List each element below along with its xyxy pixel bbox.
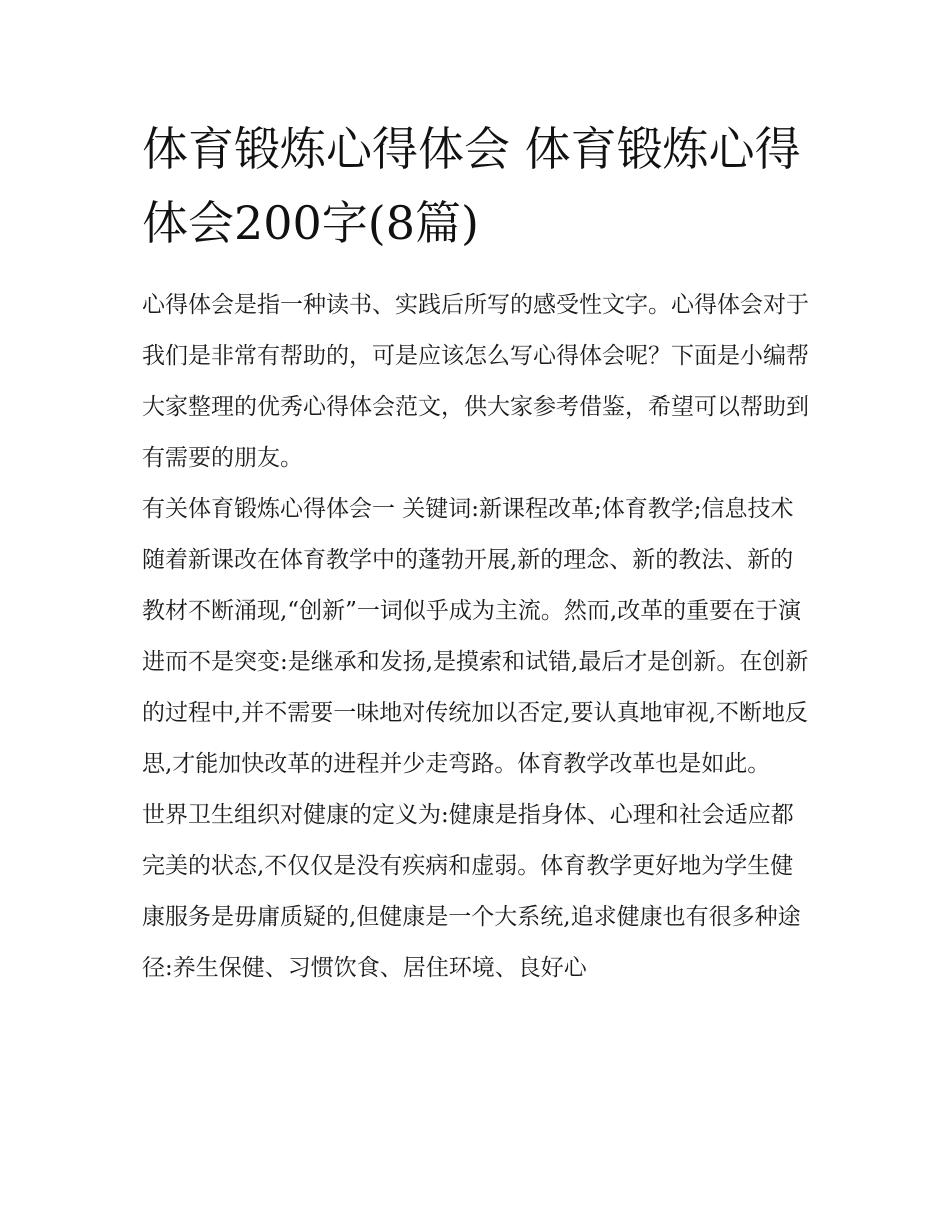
- paragraph-keywords: 有关体育锻炼心得体会一 关键词:新课程改革;体育教学;信息技术: [142, 496, 794, 522]
- paragraph-intro: 心得体会是指一种读书、实践后所写的感受性文字。心得体会对于我们是非常有帮助的，可是应该怎么写心得体会呢？下面是小编帮大家整理的优秀心得体会范文，供大家参考借鉴，希望可以帮助到有需要的朋友。: [142, 292, 809, 471]
- paragraph-reform: 随着新课改在体育教学中的蓬勃开展,新的理念、新的教法、新的教材不断涌现,“创新”一词似乎成为主流。然而,改革的重要在于演进而不是突变:是继承和发扬,是摸索和试错,最后才是创新。在创新的过程中,并不需要一味地对传统加以否定,要认真地审视,不断地反思,才能加快改革的进程并少走弯路。体育教学改革也是如此。: [142, 547, 809, 777]
- document-body: [142, 112, 814, 994]
- paragraph-health: 世界卫生组织对健康的定义为:健康是指身体、心理和社会适应都完美的状态,不仅仅是没有疾病和虚弱。体育教学更好地为学生健康服务是毋庸质疑的,但健康是一个大系统,追求健康也有很多种途径:养生保健、习惯饮食、居住环境、良好心: [142, 802, 801, 981]
- document-title: 体育锻炼心得体会 体育锻炼心得体会200字(8篇): [142, 122, 801, 250]
